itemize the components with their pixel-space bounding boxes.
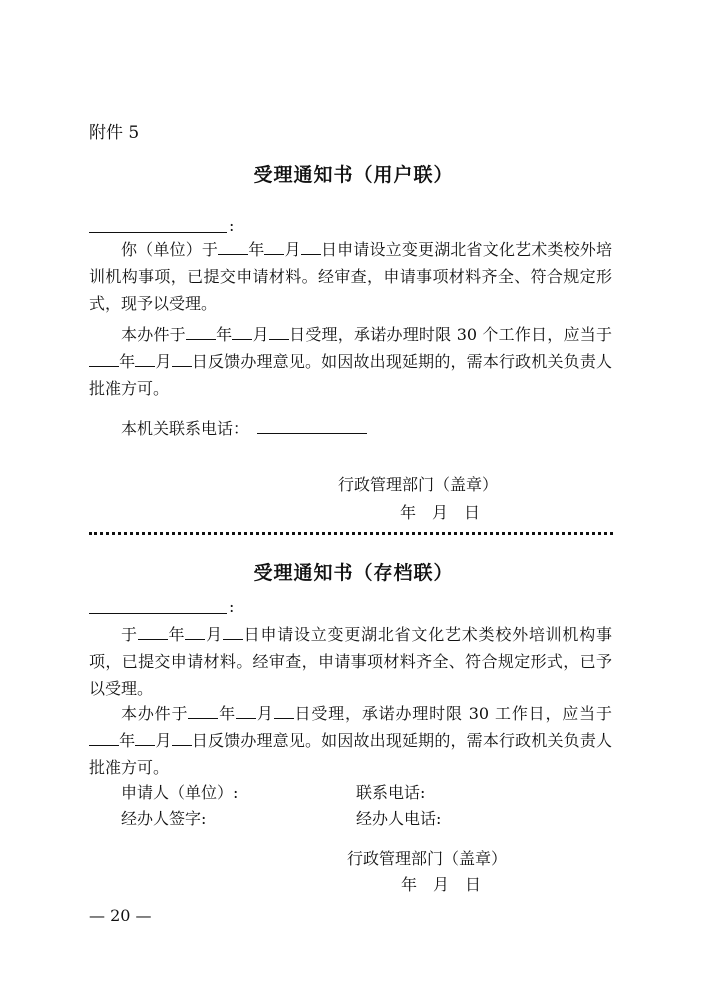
attachment-label: 附件 5	[89, 123, 140, 143]
archive-copy-addressee-colon: :	[229, 597, 235, 616]
handler-phone-label: 经办人电话:	[356, 809, 442, 828]
archive-copy-paragraph-2: 本办件于 年 月 日受理，承诺办理时限 30 工作日，应当于年 月 日反馈办理意见。如因故出现延期的，需本行政机关负责人批准方可。	[89, 704, 612, 777]
month-blank	[236, 704, 256, 719]
month-blank	[135, 352, 155, 367]
handler-sign-label: 经办人签字:	[121, 809, 207, 828]
year-blank	[188, 704, 218, 719]
year-blank	[186, 325, 216, 340]
day-blank	[172, 731, 192, 746]
day-blank	[223, 625, 243, 640]
user-copy-addressee-blank	[89, 222, 227, 233]
month-blank	[185, 625, 205, 640]
archive-copy-addressee-blank	[89, 603, 227, 614]
user-copy-paragraph-2: 本办件于 年 月 日受理，承诺办理时限 30 个工作日，应当于年 月 日反馈办理意见。如因故出现延期的，需本行政机关负责人批准方可。	[89, 325, 612, 398]
day-blank	[269, 325, 289, 340]
user-copy-dept-seal: 行政管理部门（盖章）	[338, 475, 499, 494]
archive-copy-date-line: 年 月 日	[401, 875, 482, 894]
day-blank	[172, 352, 192, 367]
cut-line-divider	[89, 532, 613, 535]
year-blank	[89, 731, 119, 746]
applicant-label: 申请人（单位）:	[121, 783, 239, 802]
day-blank	[274, 704, 294, 719]
user-copy-phone-blank	[257, 419, 367, 434]
user-copy-phone-row	[121, 416, 367, 439]
user-copy-addressee-colon: :	[229, 216, 235, 235]
contact-phone-label: 联系电话:	[356, 783, 426, 802]
year-blank	[138, 625, 168, 640]
user-copy-date-line: 年 月 日	[400, 503, 481, 522]
archive-copy-dept-seal: 行政管理部门（盖章）	[347, 849, 508, 868]
user-copy-paragraph-1: 你（单位）于 年 月 日申请设立变更湖北省文化艺术类校外培训机构事项，已提交申请材料。经审查，申请事项材料齐全、符合规定形式，现予以受理。	[89, 240, 612, 313]
user-copy-title: 受理通知书（用户联）	[253, 164, 454, 186]
archive-copy-paragraph-1: 于 年 月 日申请设立变更湖北省文化艺术类校外培训机构事项，已提交申请材料。经审查，申请事项材料齐全、符合规定形式，已予以受理。	[89, 625, 612, 698]
archive-copy-title: 受理通知书（存档联）	[253, 562, 454, 584]
month-blank	[264, 240, 284, 255]
month-blank	[135, 731, 155, 746]
month-blank	[232, 325, 252, 340]
page-number: — 20 —	[89, 906, 152, 925]
year-blank	[218, 240, 248, 255]
year-blank	[89, 352, 119, 367]
user-copy-phone-label: 本机关联系电话：	[121, 419, 250, 438]
day-blank	[301, 240, 321, 255]
